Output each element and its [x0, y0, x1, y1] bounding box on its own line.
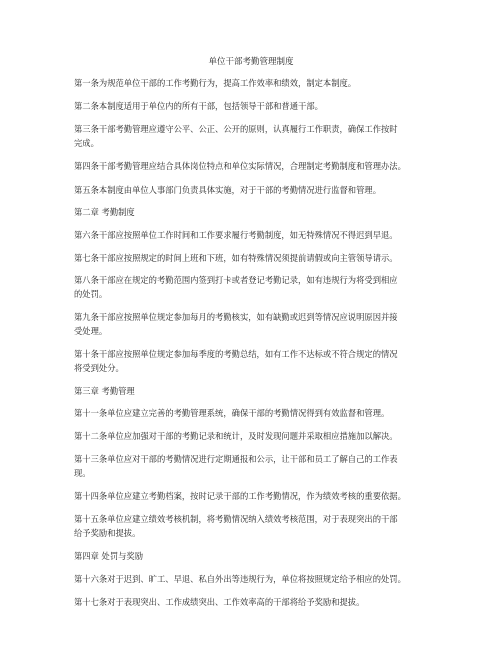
article-paragraph: [74, 572, 446, 586]
article-paragraph: [74, 489, 446, 503]
paragraph-line: 第二章 考勤制度: [74, 207, 135, 217]
article-paragraph: [74, 99, 446, 113]
paragraph-line: 第八条干部应在规定的考勤范围内签到打卡或者登记考勤记录，如有违规行为将受到相应: [74, 275, 398, 285]
paragraph-line: 第二条本制度适用于单位内的所有干部，包括领导干部和普通干部。: [74, 101, 323, 111]
paragraph-line: 第四章 处罚与奖励: [74, 551, 144, 561]
article-paragraph: [74, 273, 446, 301]
paragraph-line: 第一条为规范单位干部的工作考勤行为，提高工作效率和绩效，制定本制度。: [74, 78, 357, 88]
paragraph-line: 给予奖励和提拔。: [74, 528, 141, 538]
paragraph-line: 第十五条单位应建立绩效考核机制，将考勤情况纳入绩效考核范围，对于表现突出的干部: [74, 514, 398, 524]
article-paragraph: [74, 452, 446, 480]
paragraph-line: 第十二条单位应加强对干部的考勤记录和统计，及时发现问题并采取相应措施加以解决。: [74, 431, 398, 441]
article-paragraph: [74, 310, 446, 338]
paragraph-line: 将受到处分。: [74, 363, 124, 373]
paragraph-line: 第十四条单位应建立考勤档案，按时记录干部的工作考勤情况，作为绩效考核的重要依据。: [74, 491, 406, 501]
article-paragraph: [74, 183, 446, 197]
paragraph-line: 现。: [74, 468, 91, 478]
paragraph-line: 第六条干部应按照单位工作时间和工作要求履行考勤制度，如无特殊情况不得迟到早退。: [74, 230, 398, 240]
article-paragraph: [74, 429, 446, 443]
article-paragraph: [74, 159, 446, 173]
paragraph-line: 第九条干部应按照单位规定参加每月的考勤核实，如有缺勤或迟到等情况应说明原因并接: [74, 312, 398, 322]
article-paragraph: [74, 595, 446, 609]
article-paragraph: [74, 406, 446, 420]
paragraph-line: 第四条干部考勤管理应结合具体岗位特点和单位实际情况，合理制定考勤制度和管理办法。: [74, 161, 406, 171]
paragraph-line: 的处罚。: [74, 289, 108, 299]
paragraph-line: 第十三条单位应对干部的考勤情况进行定期通报和公示，让干部和员工了解自己的工作表: [74, 454, 398, 464]
paragraph-line: 第五条本制度由单位人事部门负责具体实施，对于干部的考勤情况进行监督和管理。: [74, 185, 381, 195]
chapter-heading: [74, 549, 446, 563]
article-paragraph: [74, 228, 446, 242]
paragraph-line: 第十条干部应按照单位规定参加每季度的考勤总结，如有工作不达标或不符合规定的情况: [74, 349, 398, 359]
paragraph-line: 第十一条单位应建立完善的考勤管理系统，确保干部的考勤情况得到有效监督和管理。: [74, 408, 390, 418]
paragraph-line: 受处理。: [74, 326, 108, 336]
document-title: 单位干部考勤管理制度: [208, 57, 294, 67]
article-paragraph: [74, 251, 446, 265]
article-paragraph: [74, 512, 446, 540]
paragraph-line: 第十七条对于表现突出、工作成绩突出、工作效率高的干部将给予奖励和提拔。: [74, 597, 365, 607]
paragraph-line: 第三条干部考勤管理应遵守公平、公正、公开的原则，认真履行工作职责，确保工作按时: [74, 124, 398, 134]
paragraph-line: 完成。: [74, 138, 99, 148]
paragraph-line: 第七条干部应按照规定的时间上班和下班，如有特殊情况须提前请假或向主管领导请示。: [74, 253, 398, 263]
paragraph-line: 第十六条对于迟到、旷工、早退、私自外出等违规行为，单位将按照规定给予相应的处罚。: [74, 574, 406, 584]
chapter-heading: [74, 205, 446, 219]
chapter-heading: [74, 384, 446, 398]
article-paragraph: [74, 347, 446, 375]
article-paragraph: [74, 122, 446, 150]
paragraph-line: 第三章 考勤管理: [74, 386, 135, 396]
article-paragraph: [74, 76, 446, 90]
